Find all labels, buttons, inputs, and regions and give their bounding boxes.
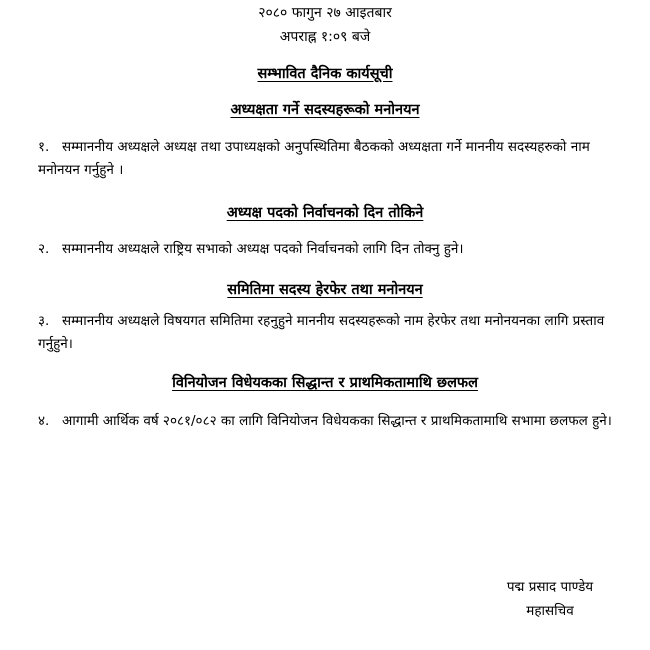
meeting-time: अपराह्न १:०९ बजे <box>279 29 371 45</box>
agenda-item-1 <box>38 136 628 182</box>
agenda-title-text: सम्भावित दैनिक कार्यसूची <box>257 66 393 82</box>
section-heading-2 <box>0 203 650 223</box>
agenda-item-1-text: सम्माननीय अध्यक्षले अध्यक्ष तथा उपाध्यक्षको अनुपस्थितिमा बैठकको अध्यक्षता गर्ने माननीय सदस्यहरुको नाम मनोनयन गर्नुहुने । <box>38 139 590 178</box>
section-heading-4-text: विनियोजन विधेयकका सिद्धान्त र प्राथमिकतामाथि छलफल <box>172 375 478 391</box>
section-heading-1 <box>0 100 650 120</box>
agenda-item-4 <box>38 410 628 433</box>
agenda-item-2-number: २. <box>38 241 50 257</box>
agenda-item-3-number: ३. <box>38 313 50 329</box>
section-heading-1-text: अध्यक्षता गर्ने सदस्यहरूको मनोनयन <box>230 102 420 118</box>
section-heading-2-text: अध्यक्ष पदको निर्वाचनको दिन तोकिने <box>226 205 424 221</box>
agenda-item-4-number: ४. <box>38 413 50 429</box>
agenda-item-2-text: सम्माननीय अध्यक्षले राष्ट्रिय सभाको अध्यक्ष पदको निर्वाचनको लागि दिन तोक्नु हुने। <box>62 241 464 257</box>
signatory-name: पद्म प्रसाद पाण्डेय <box>506 579 594 595</box>
meeting-date: २०८० फागुन २७ आइतबार <box>258 5 392 21</box>
agenda-title <box>0 64 650 84</box>
agenda-item-4-text: आगामी आर्थिक वर्ष २०८१/०८२ का लागि विनियोजन विधेयकका सिद्धान्त र प्राथमिकतामाथि सभामा छलफल हुने। <box>62 413 612 429</box>
section-heading-3 <box>0 280 650 300</box>
section-heading-4 <box>0 373 650 393</box>
agenda-item-3-text: सम्माननीय अध्यक्षले विषयगत समितिमा रहनुहुने माननीय सदस्यहरूको नाम हेरफेर तथा मनोनयनका लागि प्रस्ताव गर्नुहुने। <box>38 313 605 352</box>
agenda-item-3 <box>38 310 628 356</box>
section-heading-3-text: समितिमा सदस्य हेरफेर तथा मनोनयन <box>227 282 423 298</box>
agenda-item-1-number: १. <box>38 139 50 155</box>
signatory-title: महासचिव <box>526 603 574 619</box>
agenda-item-2 <box>38 238 628 261</box>
